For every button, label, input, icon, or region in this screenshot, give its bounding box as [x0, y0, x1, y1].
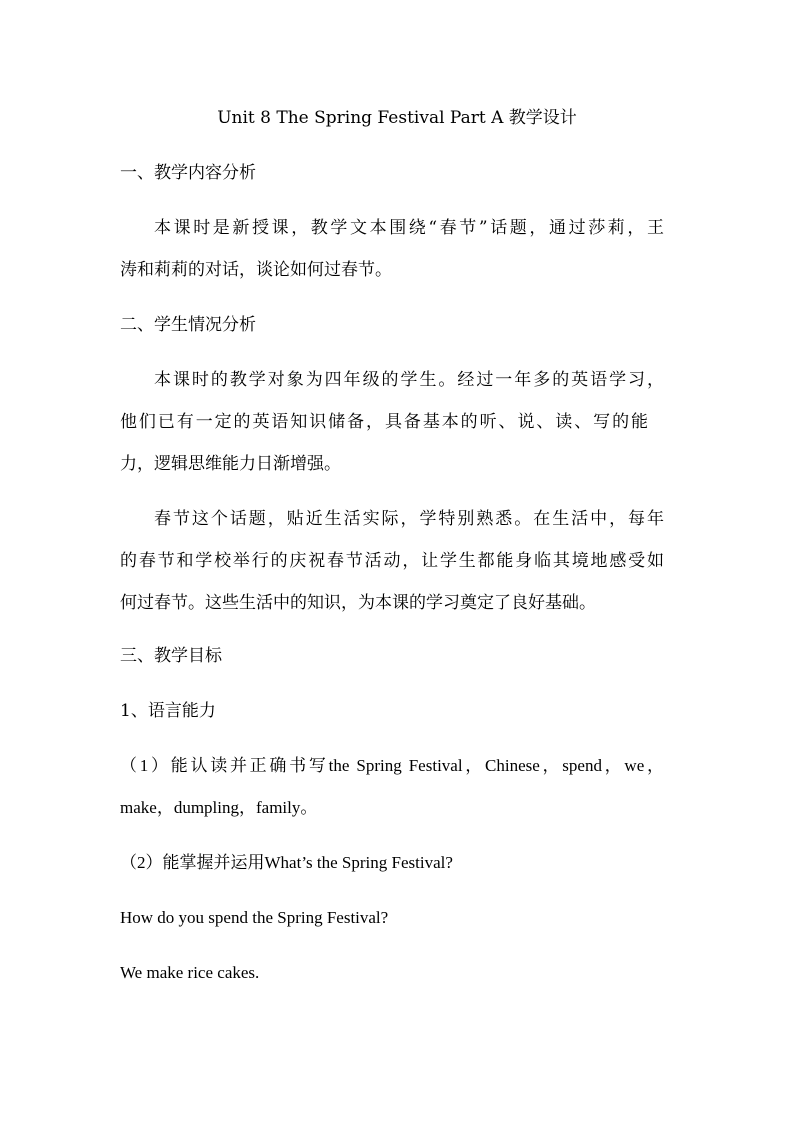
list-item-1-line: make，dumpling，family。 — [120, 798, 318, 817]
example-sentence: How do you spend the Spring Festival? — [120, 908, 389, 927]
paragraph-line: 何过春节。这些生活中的知识，为本课的学习奠定了良好基础。 — [120, 593, 596, 613]
paragraph-line: 春节这个话题，贴近生活实际，学特别熟悉。在生活中，每年 — [154, 509, 664, 529]
subsection-heading-language-ability: 1、语言能力 — [120, 701, 216, 721]
paragraph-line: 本课时是新授课，教学文本围绕“春节”话题，通过莎莉，王 — [154, 218, 664, 238]
section-heading-student-analysis: 二、学生情况分析 — [120, 315, 256, 335]
list-item-2-line: （2）能掌握并运用What’s the Spring Festival? — [120, 853, 453, 872]
list-item-1-line: （1）能认读并正确书写the Spring Festival，Chinese，spend，we， — [120, 756, 664, 775]
example-sentence: We make rice cakes. — [120, 963, 260, 982]
paragraph-line: 本课时的教学对象为四年级的学生。经过一年多的英语学习， — [154, 370, 664, 390]
paragraph-line: 的春节和学校举行的庆祝春节活动，让学生都能身临其境地感受如 — [120, 551, 664, 571]
page-title: Unit 8 The Spring Festival Part A 教学设计 — [217, 108, 577, 128]
paragraph-line: 涛和莉莉的对话，谈论如何过春节。 — [120, 260, 392, 280]
section-heading-teaching-goals: 三、教学目标 — [120, 646, 222, 666]
paragraph-line: 力，逻辑思维能力日渐增强。 — [120, 454, 341, 474]
section-heading-content-analysis: 一、教学内容分析 — [120, 163, 256, 183]
paragraph-line: 他们已有一定的英语知识储备，具备基本的听、说、读、写的能 — [120, 412, 648, 432]
